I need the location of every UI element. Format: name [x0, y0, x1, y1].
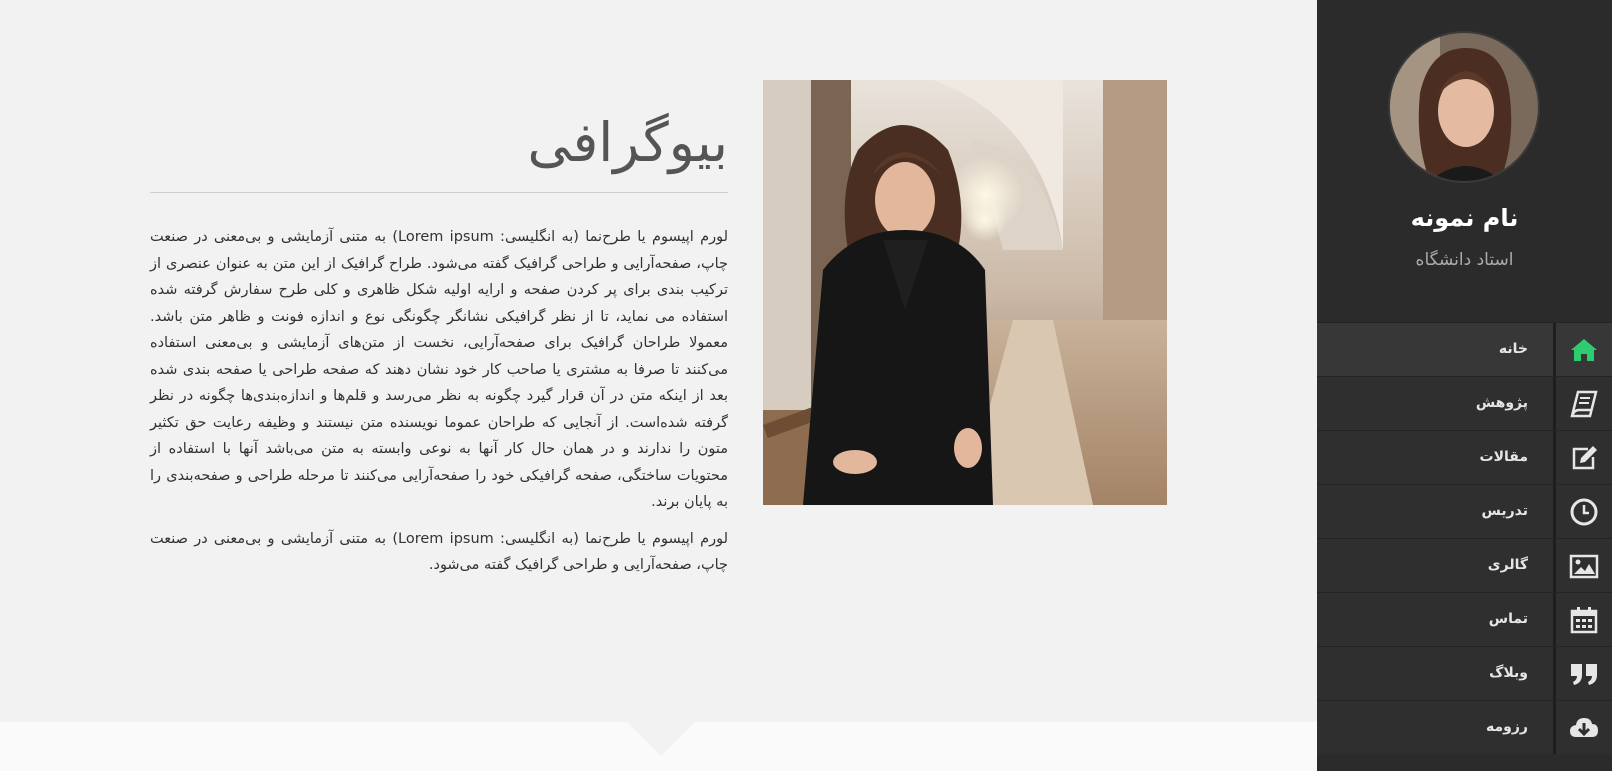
- quote-icon: [1553, 647, 1612, 700]
- nav-item-research[interactable]: [1317, 376, 1612, 430]
- clock-icon: [1553, 485, 1612, 538]
- nav-item-articles[interactable]: [1317, 430, 1612, 484]
- profile-card: [1317, 0, 1612, 322]
- biography-text: [150, 224, 728, 589]
- nav-item-label: رزومه: [1486, 719, 1528, 735]
- edit-icon: [1553, 431, 1612, 484]
- nav-item-gallery[interactable]: [1317, 538, 1612, 592]
- profile-name: نام نمونه: [1410, 204, 1519, 232]
- image-icon: [1553, 539, 1612, 592]
- nav-item-contact[interactable]: [1317, 592, 1612, 646]
- nav-item-teaching[interactable]: [1317, 484, 1612, 538]
- nav-item-resume[interactable]: [1317, 700, 1612, 754]
- avatar: [1390, 33, 1538, 181]
- nav-item-home[interactable]: [1317, 322, 1612, 376]
- nav-item-label: مقالات: [1479, 449, 1528, 465]
- nav-item-label: خانه: [1498, 341, 1528, 357]
- nav-item-label: تدریس: [1481, 503, 1528, 519]
- nav-item-label: وبلاگ: [1489, 665, 1528, 681]
- biography-photo: [763, 80, 1167, 505]
- book-icon: [1553, 377, 1612, 430]
- nav-item-label: تماس: [1488, 611, 1528, 627]
- profile-role: استاد دانشگاه: [1415, 250, 1514, 270]
- nav-item-blog[interactable]: [1317, 646, 1612, 700]
- sidebar-nav: [1317, 322, 1612, 754]
- calendar-icon: [1553, 593, 1612, 646]
- nav-item-label: گالری: [1487, 557, 1528, 573]
- nav-item-label: پژوهش: [1475, 395, 1528, 411]
- title-divider: [150, 192, 728, 193]
- bio-paragraph-1: لورم اپیسوم یا طرح‌نما (به انگلیسی: Lorem ipsum) به متنی آزمایشی و بی‌معنی در صنعت چاپ، صفحه‌آرایی و طراحی گرافیک گفته می‌شود. طراح گرافیک از این متن به عنوان عنصری از ترکیب بندی برای پر کردن صفحه و ارایه اولیه شکل ظاهری و کلی طرح سفارش گرفته شده استفاده می نماید، تا از نظر گرافیکی نشانگر چگونگی نوع و اندازه فونت و ظاهر متن باشد. معمولا طراحان گرافیک برای صفحه‌آرایی، نخست از متن‌های آزمایشی و بی‌معنی استفاده می‌کنند تا صرفا به مشتری یا صاحب کار خود نشان دهند که صفحه طراحی یا صفحه بندی شده بعد از اینکه متن در آن قرار گیرد چگونه به نظر می‌رسد و قلم‌ها و اندازه‌بندی‌ها چگونه در نظر گرفته شده‌است. از آنجایی که طراحان عموما نویسنده متن نیستند و وظیفه رعایت حق تکثیر متون را ندارند و در همان حال کار آنها به نوعی وابسته به متن می‌باشد آنها با استفاده از محتویات ساختگی، صفحه گرافیکی خود را صفحه‌آرایی می‌کنند تا مرحله طراحی و صفحه‌بندی را به پایان برند.: [150, 229, 728, 510]
- section-notch: [627, 722, 695, 756]
- cloud-download-icon: [1553, 701, 1612, 754]
- home-icon: [1553, 323, 1612, 376]
- bio-paragraph-2: لورم اپیسوم یا طرح‌نما (به انگلیسی: Lorem ipsum) به متنی آزمایشی و بی‌معنی در صنعت چاپ، صفحه‌آرایی و طراحی گرافیک گفته می‌شود.: [150, 530, 728, 573]
- page-title: بیوگرافی: [527, 111, 728, 174]
- sidebar: [1317, 0, 1612, 771]
